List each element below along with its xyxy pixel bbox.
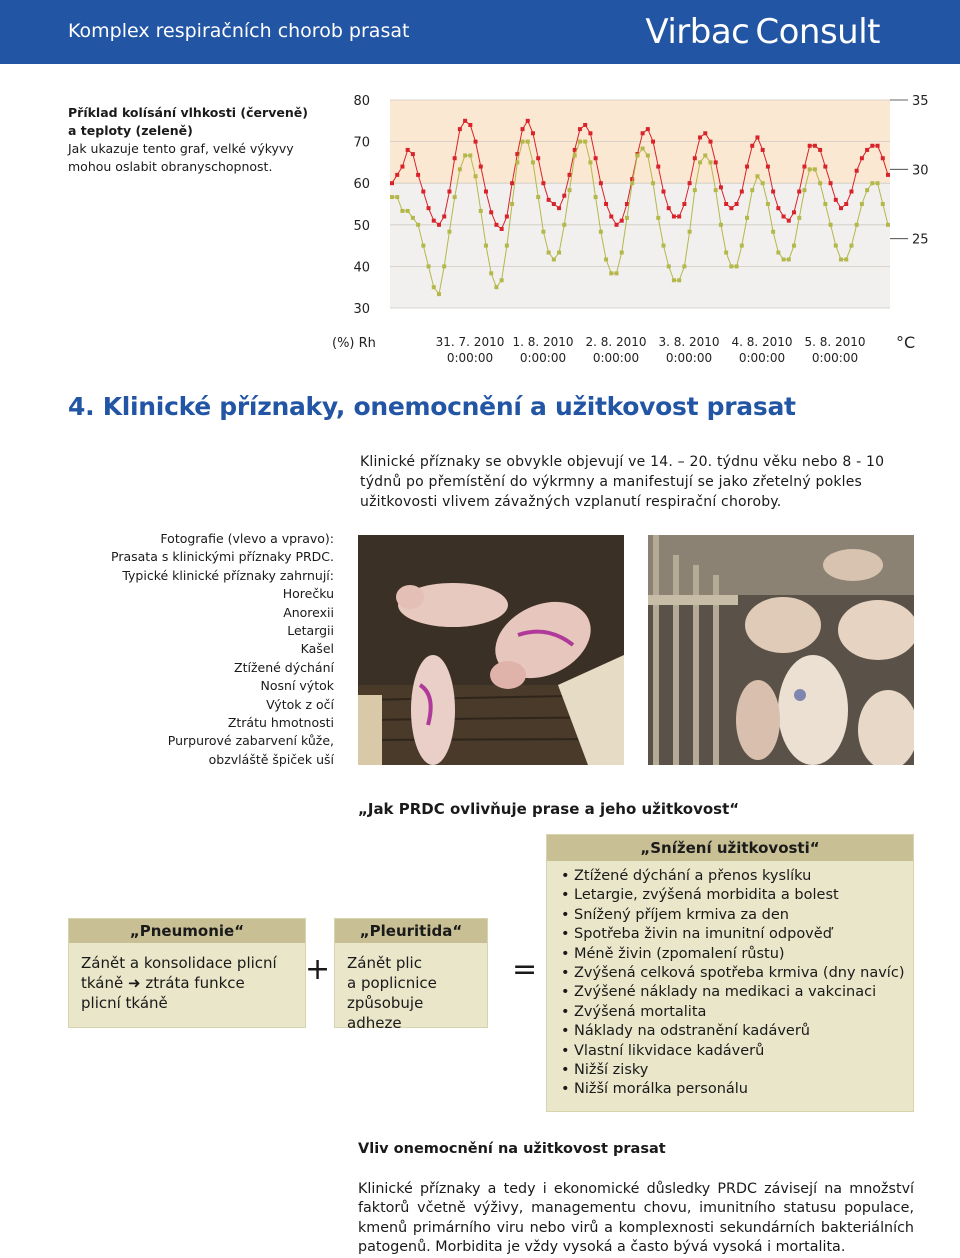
- chart-left-tick-label: 30: [353, 302, 370, 317]
- chart-point-1: [484, 244, 488, 248]
- chart-point-1: [505, 244, 509, 248]
- chart-point-0: [703, 131, 707, 135]
- chart-point-0: [855, 169, 859, 173]
- chart-point-1: [813, 167, 817, 171]
- chart-point-0: [609, 214, 613, 218]
- chart-point-0: [536, 156, 540, 160]
- chart-point-0: [865, 148, 869, 152]
- chart-point-1: [615, 271, 619, 275]
- reduction-item: • Spotřeba živin na imunitní odpověď: [561, 926, 832, 943]
- chart-point-0: [834, 198, 838, 202]
- chart-point-1: [510, 202, 514, 206]
- chart-point-0: [818, 148, 822, 152]
- chart-point-0: [541, 181, 545, 185]
- chart-caption-line: mohou oslabit obranyschopnost.: [68, 159, 273, 174]
- chart-point-1: [489, 271, 493, 275]
- chart-point-0: [698, 135, 702, 139]
- chart-point-0: [787, 219, 791, 223]
- chart-point-0: [776, 206, 780, 210]
- chart-point-0: [474, 140, 478, 144]
- chart-point-0: [755, 135, 759, 139]
- chart-point-1: [458, 167, 462, 171]
- chart-point-1: [870, 181, 874, 185]
- symptom-item: Ztrátu hmotnosti: [227, 715, 334, 731]
- chart-x-label-date: 2. 8. 2010: [585, 335, 647, 349]
- chart-point-0: [839, 206, 843, 210]
- chart-x-label-time: 0:00:00: [446, 351, 494, 365]
- reduction-item: • Náklady na odstranění kadáverů: [561, 1023, 810, 1040]
- reduction-item: • Nižší zisky: [561, 1062, 649, 1079]
- chart-point-0: [416, 173, 420, 177]
- chart-point-0: [489, 210, 493, 214]
- chart-point-1: [876, 181, 880, 185]
- chart-point-1: [416, 223, 420, 227]
- chart-point-0: [562, 194, 566, 198]
- chart-right-tick-label: 35: [912, 94, 929, 109]
- effect-heading: Vliv onemocnění na užitkovost prasat: [358, 1141, 666, 1157]
- chart-point-0: [829, 181, 833, 185]
- photo-caption-line: Fotografie (vlevo a vpravo):: [160, 531, 334, 546]
- chart-point-1: [557, 251, 561, 255]
- chart-point-1: [782, 257, 786, 261]
- chart-point-1: [792, 244, 796, 248]
- chart-point-0: [661, 190, 665, 194]
- chart-point-0: [531, 131, 535, 135]
- chart-point-1: [829, 223, 833, 227]
- chart-point-0: [735, 202, 739, 206]
- chart-point-0: [400, 165, 404, 169]
- chart-point-0: [782, 214, 786, 218]
- chart-point-0: [844, 202, 848, 206]
- chart-point-0: [411, 152, 415, 156]
- chart-x-label-date: 4. 8. 2010: [731, 335, 793, 349]
- chart-point-0: [881, 156, 885, 160]
- chart-point-1: [740, 244, 744, 248]
- chart-x-label-date: 1. 8. 2010: [512, 335, 574, 349]
- chart-point-0: [557, 206, 561, 210]
- chart-point-1: [729, 264, 733, 268]
- chart-x-label-date: 31. 7. 2010: [435, 335, 505, 349]
- chart-point-0: [808, 144, 812, 148]
- chart-point-0: [667, 206, 671, 210]
- chart-right-tick-label: 30: [912, 163, 929, 179]
- chart-point-0: [802, 165, 806, 169]
- chart-point-1: [703, 153, 707, 157]
- chart-x-label-date: 5. 8. 2010: [804, 335, 866, 349]
- chart-point-0: [406, 148, 410, 152]
- chart-left-tick-label: 40: [353, 260, 370, 276]
- chart-point-1: [808, 167, 812, 171]
- chart-point-1: [500, 278, 504, 282]
- chart-point-0: [479, 165, 483, 169]
- chart-point-1: [656, 216, 660, 220]
- chart-point-0: [583, 123, 587, 127]
- chart-point-0: [427, 206, 431, 210]
- chart-point-1: [568, 188, 572, 192]
- chart-point-1: [849, 244, 853, 248]
- performance-reduction-title: „Snížení užitkovosti“: [547, 835, 913, 861]
- chart-point-0: [552, 202, 556, 206]
- chart-point-0: [463, 119, 467, 123]
- reduction-item: • Zvýšená mortalita: [561, 1003, 707, 1020]
- humidity-temperature-chart: [320, 90, 960, 390]
- chart-point-0: [458, 127, 462, 131]
- chart-point-1: [515, 160, 519, 164]
- reduction-item: • Zvýšené náklady na medikaci a vakcinaci: [561, 984, 877, 1001]
- chart-caption: [68, 104, 308, 176]
- chart-point-1: [588, 160, 592, 164]
- chart-point-1: [646, 153, 650, 157]
- symptoms-heading: Typické klinické příznaky zahrnují:: [122, 567, 334, 583]
- chart-point-1: [724, 251, 728, 255]
- chart-x-label-time: 0:00:00: [665, 351, 713, 365]
- chart-point-1: [771, 230, 775, 234]
- chart-point-1: [411, 216, 415, 220]
- performance-reduction-box: [546, 834, 914, 1112]
- chart-point-0: [708, 140, 712, 144]
- chart-point-0: [724, 202, 728, 206]
- chart-caption-line: Jak ukazuje tento graf, velké výkyvy: [68, 141, 294, 156]
- chart-point-1: [583, 140, 587, 144]
- chart-point-1: [573, 153, 577, 157]
- intro-paragraph: Klinické příznaky se obvykle objevují ve 14. – 20. týdnu věku nebo 8 - 10 týdnů po přemístění do výkrmny a manifestují se jako zřetelný pokles užitkovosti vlivem závažných vzplanutí respirační choroby.: [360, 454, 885, 510]
- chart-point-1: [834, 244, 838, 248]
- chart-point-0: [599, 181, 603, 185]
- chart-point-0: [594, 156, 598, 160]
- chart-point-1: [620, 251, 624, 255]
- chart-point-1: [474, 174, 478, 178]
- effect-paragraph: Klinické příznaky a tedy i ekonomické důsledky PRDC závisejí na množství faktorů včetně výživy, managementu chovu, imunitního statusu populace, kmenů primárního viru nebo virů a komplexnosti sekundárních bakteriálních patogenů. Morbidita je vždy vysoká a často bývá vysoká i mortalita.: [358, 1181, 914, 1256]
- pig-photo-right: [648, 535, 914, 765]
- chart-x-label-time: 0:00:00: [738, 351, 786, 365]
- chart-point-1: [735, 264, 739, 268]
- chart-point-1: [437, 292, 441, 296]
- chart-point-0: [677, 214, 681, 218]
- pleuritis-box: [334, 918, 488, 1032]
- chart-point-1: [594, 195, 598, 199]
- chart-point-1: [395, 195, 399, 199]
- chart-point-0: [750, 144, 754, 148]
- chart-point-0: [468, 123, 472, 127]
- performance-reduction-list: [547, 861, 913, 1100]
- chart-point-1: [766, 202, 770, 206]
- chart-point-0: [771, 190, 775, 194]
- chart-point-0: [453, 156, 457, 160]
- chart-right-tick-label: 25: [912, 232, 929, 248]
- chart-point-1: [531, 160, 535, 164]
- section-title: 4. Klinické příznaky, onemocnění a užitkovost prasat: [68, 392, 796, 421]
- prdc-heading: „Jak PRDC ovlivňuje prase a jeho užitkovost“: [358, 800, 740, 818]
- symptom-item: Kašel: [300, 641, 334, 657]
- chart-point-0: [641, 131, 645, 135]
- equals-sign: =: [512, 952, 538, 987]
- chart-point-0: [714, 160, 718, 164]
- chart-point-1: [625, 216, 629, 220]
- chart-point-0: [766, 165, 770, 169]
- chart-point-1: [708, 160, 712, 164]
- chart-point-0: [526, 119, 530, 123]
- symptom-item: Letargii: [287, 623, 334, 639]
- chart-band-lower: [390, 183, 890, 308]
- chart-point-1: [427, 264, 431, 268]
- reduction-item: • Snížený příjem krmiva za den: [561, 906, 789, 923]
- chart-x-label-time: 0:00:00: [592, 351, 640, 365]
- chart-point-1: [526, 140, 530, 144]
- chart-point-0: [646, 127, 650, 131]
- chart-right-unit: °C: [896, 333, 916, 352]
- brand-consult: Consult: [755, 12, 880, 52]
- pneumonia-text: Zánět a konsolidace plicní tkáně ➜ ztráta funkce plicní tkáně: [81, 954, 277, 1012]
- chart-point-1: [755, 174, 759, 178]
- chart-point-1: [432, 285, 436, 289]
- chart-point-1: [630, 181, 634, 185]
- chart-point-1: [494, 285, 498, 289]
- chart-point-0: [656, 165, 660, 169]
- pneumonia-box: [68, 918, 306, 1028]
- chart-point-0: [688, 181, 692, 185]
- header-title: Komplex respiračních chorob prasat: [68, 20, 410, 42]
- reduction-item: • Nižší morálka personálu: [561, 1081, 748, 1098]
- chart-point-1: [719, 223, 723, 227]
- chart-point-0: [849, 190, 853, 194]
- chart-point-1: [677, 278, 681, 282]
- chart-left-unit: (%) Rh: [332, 336, 376, 351]
- chart-point-0: [719, 185, 723, 189]
- chart-point-0: [437, 223, 441, 227]
- chart-left-tick-label: 70: [353, 135, 370, 151]
- chart-point-1: [682, 264, 686, 268]
- chart-x-label-time: 0:00:00: [519, 351, 567, 365]
- chart-point-1: [865, 188, 869, 192]
- reduction-item: • Vlastní likvidace kadáverů: [561, 1042, 765, 1059]
- chart-point-0: [505, 214, 509, 218]
- chart-point-1: [761, 181, 765, 185]
- pig-photo-left: [358, 535, 624, 765]
- chart-point-0: [823, 165, 827, 169]
- chart-point-1: [390, 195, 394, 199]
- chart-point-0: [510, 181, 514, 185]
- chart-point-1: [714, 188, 718, 192]
- chart-point-1: [400, 209, 404, 213]
- chart-point-1: [562, 223, 566, 227]
- chart-point-1: [541, 230, 545, 234]
- symptom-item: Horečku: [282, 586, 334, 602]
- chart-point-1: [667, 264, 671, 268]
- chart-point-0: [568, 173, 572, 177]
- chart-point-1: [844, 257, 848, 261]
- chart-point-0: [421, 190, 425, 194]
- chart-point-1: [823, 202, 827, 206]
- chart-point-1: [750, 188, 754, 192]
- chart-point-1: [881, 202, 885, 206]
- chart-left-tick-label: 60: [353, 177, 370, 193]
- chart-point-0: [797, 190, 801, 194]
- chart-point-0: [682, 202, 686, 206]
- chart-caption-line: Příklad kolísání vlhkosti (červeně): [68, 105, 308, 120]
- chart-point-0: [693, 156, 697, 160]
- chart-point-1: [479, 209, 483, 213]
- chart-point-0: [494, 223, 498, 227]
- chart-point-1: [672, 278, 676, 282]
- chart-point-0: [876, 144, 880, 148]
- chart-point-0: [521, 127, 525, 131]
- chart-point-0: [620, 219, 624, 223]
- symptom-item: Nosní výtok: [260, 678, 334, 694]
- symptom-item: Purpurové zabarvení kůže,: [167, 733, 334, 749]
- chart-left-tick-label: 50: [353, 218, 370, 234]
- chart-point-1: [802, 188, 806, 192]
- chart-point-0: [672, 214, 676, 218]
- chart-point-1: [688, 230, 692, 234]
- chart-x-label-date: 3. 8. 2010: [658, 335, 720, 349]
- chart-point-1: [599, 230, 603, 234]
- chart-point-1: [797, 216, 801, 220]
- chart-point-1: [468, 153, 472, 157]
- chart-point-0: [588, 131, 592, 135]
- chart-point-0: [604, 202, 608, 206]
- photo-caption-line: Prasata s klinickými příznaky PRDC.: [111, 549, 334, 565]
- chart-point-1: [536, 195, 540, 199]
- symptom-item: Ztížené dýchání: [234, 659, 334, 675]
- chart-point-0: [745, 165, 749, 169]
- chart-point-1: [839, 257, 843, 261]
- brand-name: Virbac: [645, 12, 750, 52]
- chart-point-1: [609, 271, 613, 275]
- chart-point-0: [547, 198, 551, 202]
- chart-point-0: [432, 219, 436, 223]
- plus-sign: +: [305, 952, 331, 987]
- chart-point-1: [651, 181, 655, 185]
- chart-point-0: [395, 173, 399, 177]
- chart-point-0: [860, 156, 864, 160]
- chart-point-0: [870, 144, 874, 148]
- chart-caption-line: a teploty (zeleně): [68, 123, 193, 138]
- chart-point-0: [651, 140, 655, 144]
- chart-point-1: [693, 188, 697, 192]
- chart-point-0: [447, 190, 451, 194]
- chart-left-tick-label: 80: [353, 94, 370, 109]
- chart-point-1: [787, 257, 791, 261]
- chart-point-0: [442, 214, 446, 218]
- chart-point-0: [729, 206, 733, 210]
- pneumonia-title: „Pneumonie“: [69, 919, 305, 943]
- symptom-item: Anorexii: [283, 604, 334, 620]
- chart-point-1: [463, 153, 467, 157]
- chart-point-0: [792, 210, 796, 214]
- symptom-item: Výtok z očí: [266, 696, 334, 712]
- chart-point-0: [740, 190, 744, 194]
- chart-point-1: [641, 147, 645, 151]
- reduction-item: • Letargie, zvýšená morbidita a bolest: [561, 887, 839, 904]
- pleuritis-title: „Pleuritida“: [335, 919, 487, 943]
- header-bar: [0, 0, 960, 64]
- chart-x-label-time: 0:00:00: [811, 351, 859, 365]
- chart-point-1: [406, 209, 410, 213]
- chart-point-1: [745, 216, 749, 220]
- chart-point-0: [813, 144, 817, 148]
- chart-point-1: [818, 181, 822, 185]
- chart-point-1: [447, 230, 451, 234]
- chart-point-0: [578, 127, 582, 131]
- chart-point-0: [500, 227, 504, 231]
- reduction-item: • Méně živin (zpomalení růstu): [561, 945, 785, 962]
- chart-point-1: [886, 223, 890, 227]
- chart-point-1: [421, 244, 425, 248]
- chart-point-1: [604, 257, 608, 261]
- reduction-item: • Ztížené dýchání a přenos kyslíku: [561, 868, 812, 884]
- chart-point-0: [761, 148, 765, 152]
- chart-point-0: [886, 173, 890, 177]
- pleuritis-text: Zánět plic a poplicnice způsobuje adheze: [347, 954, 437, 1032]
- chart-point-1: [442, 264, 446, 268]
- chart-point-1: [547, 251, 551, 255]
- chart-point-1: [635, 153, 639, 157]
- chart-point-1: [521, 140, 525, 144]
- chart-point-0: [390, 181, 394, 185]
- chart-point-1: [698, 160, 702, 164]
- photo-caption: [100, 530, 334, 769]
- chart-point-1: [776, 251, 780, 255]
- chart-point-1: [855, 223, 859, 227]
- chart-point-1: [578, 140, 582, 144]
- brand-logo: [645, 12, 880, 52]
- reduction-item: • Zvýšená celková spotřeba krmiva (dny navíc): [561, 965, 905, 982]
- chart-point-0: [484, 190, 488, 194]
- chart-point-1: [552, 257, 556, 261]
- symptom-item: obzvláště špiček uší: [208, 751, 334, 767]
- chart-point-1: [453, 195, 457, 199]
- chart-point-0: [615, 223, 619, 227]
- symptom-list: [100, 585, 334, 769]
- chart-point-1: [860, 202, 864, 206]
- chart-point-1: [661, 244, 665, 248]
